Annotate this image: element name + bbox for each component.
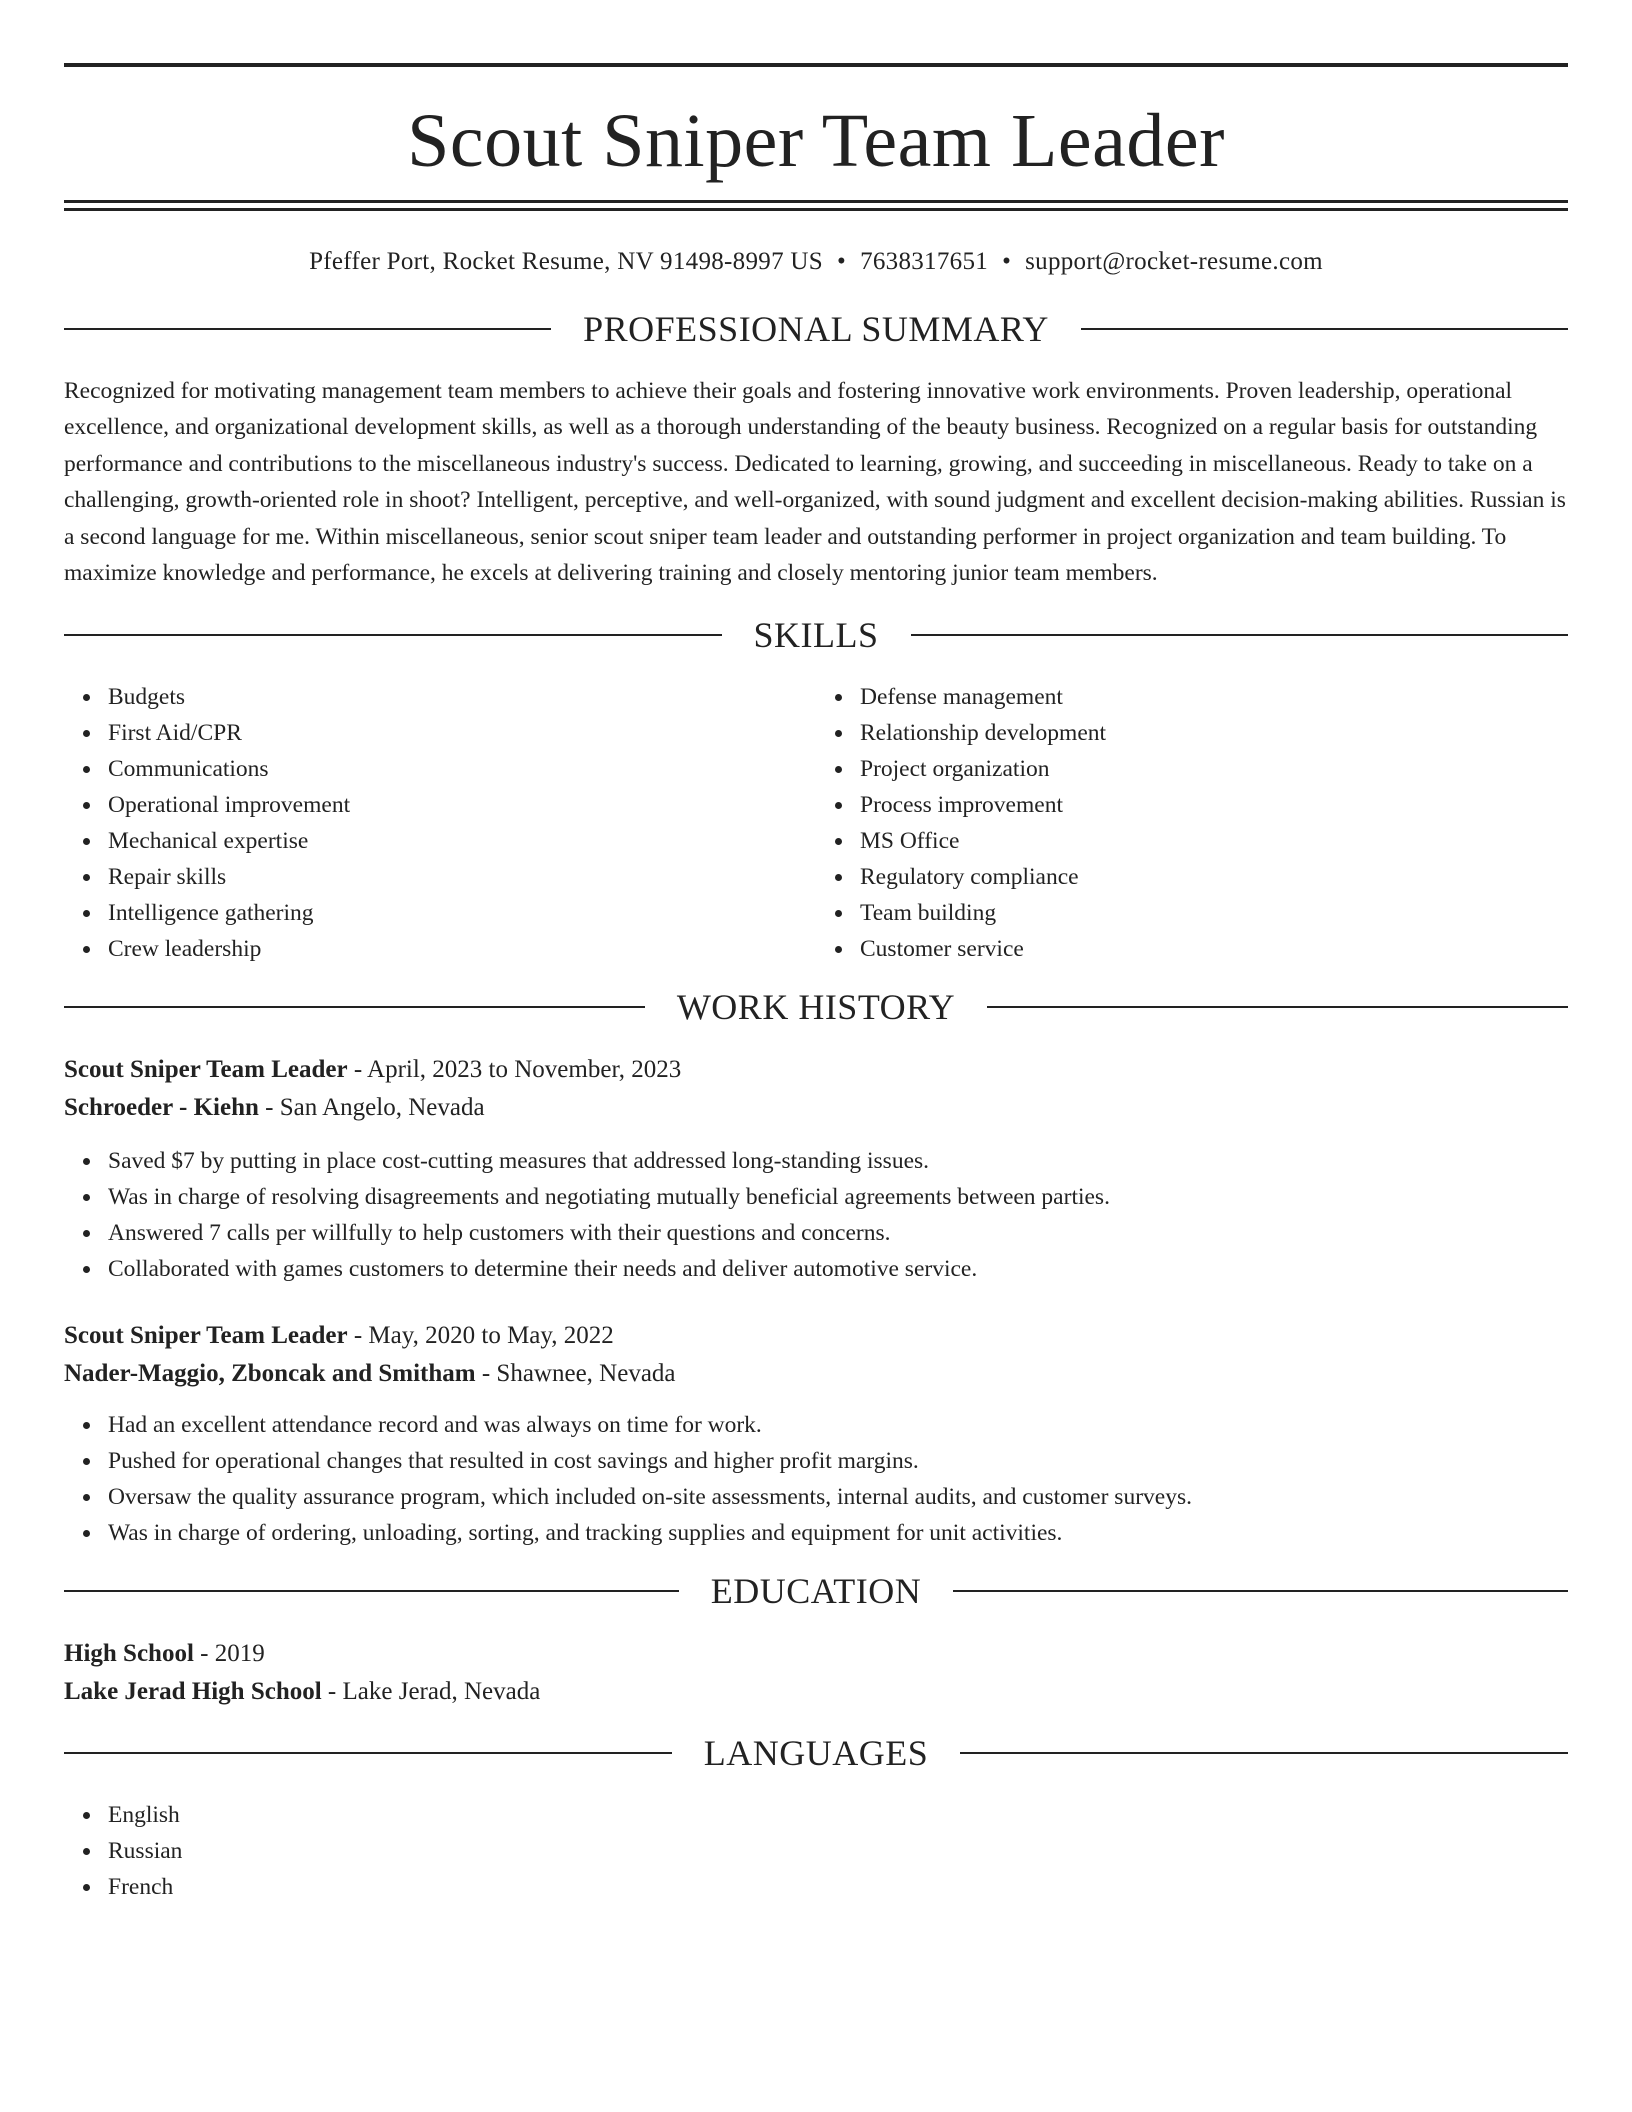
contact-separator: • bbox=[837, 248, 847, 275]
language-item: English bbox=[108, 1797, 1568, 1833]
job-bullets bbox=[64, 1407, 1568, 1551]
education-location: - Lake Jerad, Nevada bbox=[321, 1678, 541, 1706]
job-location: - Shawnee, Nevada bbox=[475, 1360, 676, 1388]
divider-line bbox=[960, 1752, 1568, 1754]
section-title: LANGUAGES bbox=[703, 1733, 929, 1774]
job-bullets bbox=[64, 1143, 1568, 1287]
skill-item: Intelligence gathering bbox=[108, 895, 816, 931]
contact-separator: • bbox=[1002, 248, 1012, 275]
skill-item: Repair skills bbox=[108, 859, 816, 895]
job-bullet: Oversaw the quality assurance program, which included on-site assessments, internal audits, and customer surveys. bbox=[108, 1479, 1568, 1515]
skills-list-left bbox=[64, 679, 816, 967]
education-year: - 2019 bbox=[193, 1640, 265, 1668]
skill-item: Mechanical expertise bbox=[108, 823, 816, 859]
divider-line bbox=[64, 328, 551, 330]
section-title: EDUCATION bbox=[710, 1571, 922, 1612]
divider-line bbox=[911, 634, 1569, 636]
skills-list-right bbox=[816, 679, 1568, 967]
skills-grid bbox=[64, 679, 1568, 967]
skill-item: Defense management bbox=[860, 679, 1568, 715]
skill-item: Team building bbox=[860, 895, 1568, 931]
section-title: SKILLS bbox=[753, 615, 879, 656]
job-location: - San Angelo, Nevada bbox=[258, 1094, 485, 1122]
section-heading-education bbox=[64, 1571, 1568, 1612]
skill-item: Process improvement bbox=[860, 787, 1568, 823]
job-company-line bbox=[64, 1089, 1568, 1127]
education-degree-line bbox=[64, 1635, 1568, 1673]
double-rule bbox=[64, 200, 1568, 211]
job-dates: - May, 2020 to May, 2022 bbox=[347, 1322, 614, 1350]
job-role: Scout Sniper Team Leader bbox=[64, 1056, 348, 1084]
job-bullet: Answered 7 calls per willfully to help customers with their questions and concerns. bbox=[108, 1215, 1568, 1251]
skill-item: Customer service bbox=[860, 931, 1568, 967]
summary-text: Recognized for motivating management team members to achieve their goals and fostering innovative work environments. Proven leadership, operational excellence, and organizational development skills, as well as a thorough understanding of the beauty business. Recognized on a regular basis for outstanding performance and contributions to the miscellaneous industry's success. Dedicated to learning, growing, and succeeding in miscellaneous. Ready to take on a challenging, growth-oriented role in shoot? Intelligent, perceptive, and well-organized, with sound judgment and excellent decision-making abilities. Russian is a second language for me. Within miscellaneous, senior scout sniper team leader and outstanding performer in project organization and team building. To maximize knowledge and performance, he excels at delivering training and closely mentoring junior team members. bbox=[64, 378, 1566, 587]
job-bullet: Saved $7 by putting in place cost-cutting measures that addressed long-standing issues. bbox=[108, 1143, 1568, 1179]
job-bullet: Was in charge of ordering, unloading, sorting, and tracking supplies and equipment for unit activities. bbox=[108, 1515, 1568, 1551]
job-company: Schroeder - Kiehn bbox=[64, 1094, 259, 1122]
divider-line bbox=[987, 1006, 1568, 1008]
skill-item: Project organization bbox=[860, 751, 1568, 787]
skill-item: Relationship development bbox=[860, 715, 1568, 751]
education-school: Lake Jerad High School bbox=[64, 1678, 322, 1706]
top-rule bbox=[64, 63, 1568, 67]
job-title-line bbox=[64, 1051, 1568, 1089]
education-entry bbox=[64, 1635, 1568, 1711]
education-degree: High School bbox=[64, 1640, 194, 1668]
job-company-line bbox=[64, 1355, 1568, 1393]
divider-line bbox=[1081, 328, 1568, 330]
section-title: WORK HISTORY bbox=[676, 987, 956, 1028]
divider-line bbox=[64, 634, 722, 636]
skill-item: Communications bbox=[108, 751, 816, 787]
contact-address: Pfeffer Port, Rocket Resume, NV 91498-8997 US bbox=[309, 248, 823, 275]
skill-item: Crew leadership bbox=[108, 931, 816, 967]
contact-email: support@rocket-resume.com bbox=[1025, 248, 1323, 275]
job-bullet: Collaborated with games customers to determine their needs and deliver automotive service. bbox=[108, 1251, 1568, 1287]
job-bullet: Had an excellent attendance record and was always on time for work. bbox=[108, 1407, 1568, 1443]
divider-line bbox=[64, 1752, 672, 1754]
job-dates: - April, 2023 to November, 2023 bbox=[347, 1056, 682, 1084]
skill-item: Regulatory compliance bbox=[860, 859, 1568, 895]
languages-list bbox=[64, 1797, 1568, 1905]
job-entry bbox=[64, 1051, 1568, 1287]
skill-item: MS Office bbox=[860, 823, 1568, 859]
job-company: Nader-Maggio, Zboncak and Smitham bbox=[64, 1360, 476, 1388]
divider-line bbox=[953, 1590, 1568, 1592]
skill-item: First Aid/CPR bbox=[108, 715, 816, 751]
education-school-line bbox=[64, 1673, 1568, 1711]
divider-line bbox=[64, 1006, 645, 1008]
resume-name: Scout Sniper Team Leader bbox=[407, 99, 1225, 183]
job-entry bbox=[64, 1317, 1568, 1551]
section-heading-skills bbox=[64, 615, 1568, 656]
job-bullet: Was in charge of resolving disagreements and negotiating mutually beneficial agreements between parties. bbox=[108, 1179, 1568, 1215]
skill-item: Operational improvement bbox=[108, 787, 816, 823]
skill-item: Budgets bbox=[108, 679, 816, 715]
contact-phone: 7638317651 bbox=[860, 248, 989, 275]
section-heading-summary bbox=[64, 311, 1568, 347]
job-bullet: Pushed for operational changes that resulted in cost savings and higher profit margins. bbox=[108, 1443, 1568, 1479]
divider-line bbox=[64, 1590, 679, 1592]
section-heading-work bbox=[64, 987, 1568, 1028]
job-role: Scout Sniper Team Leader bbox=[64, 1322, 348, 1350]
contact-line bbox=[64, 247, 1568, 277]
language-item: Russian bbox=[108, 1833, 1568, 1869]
section-heading-languages bbox=[64, 1733, 1568, 1774]
language-item: French bbox=[108, 1869, 1568, 1905]
job-title-line bbox=[64, 1317, 1568, 1355]
section-title: PROFESSIONAL SUMMARY bbox=[583, 309, 1049, 349]
